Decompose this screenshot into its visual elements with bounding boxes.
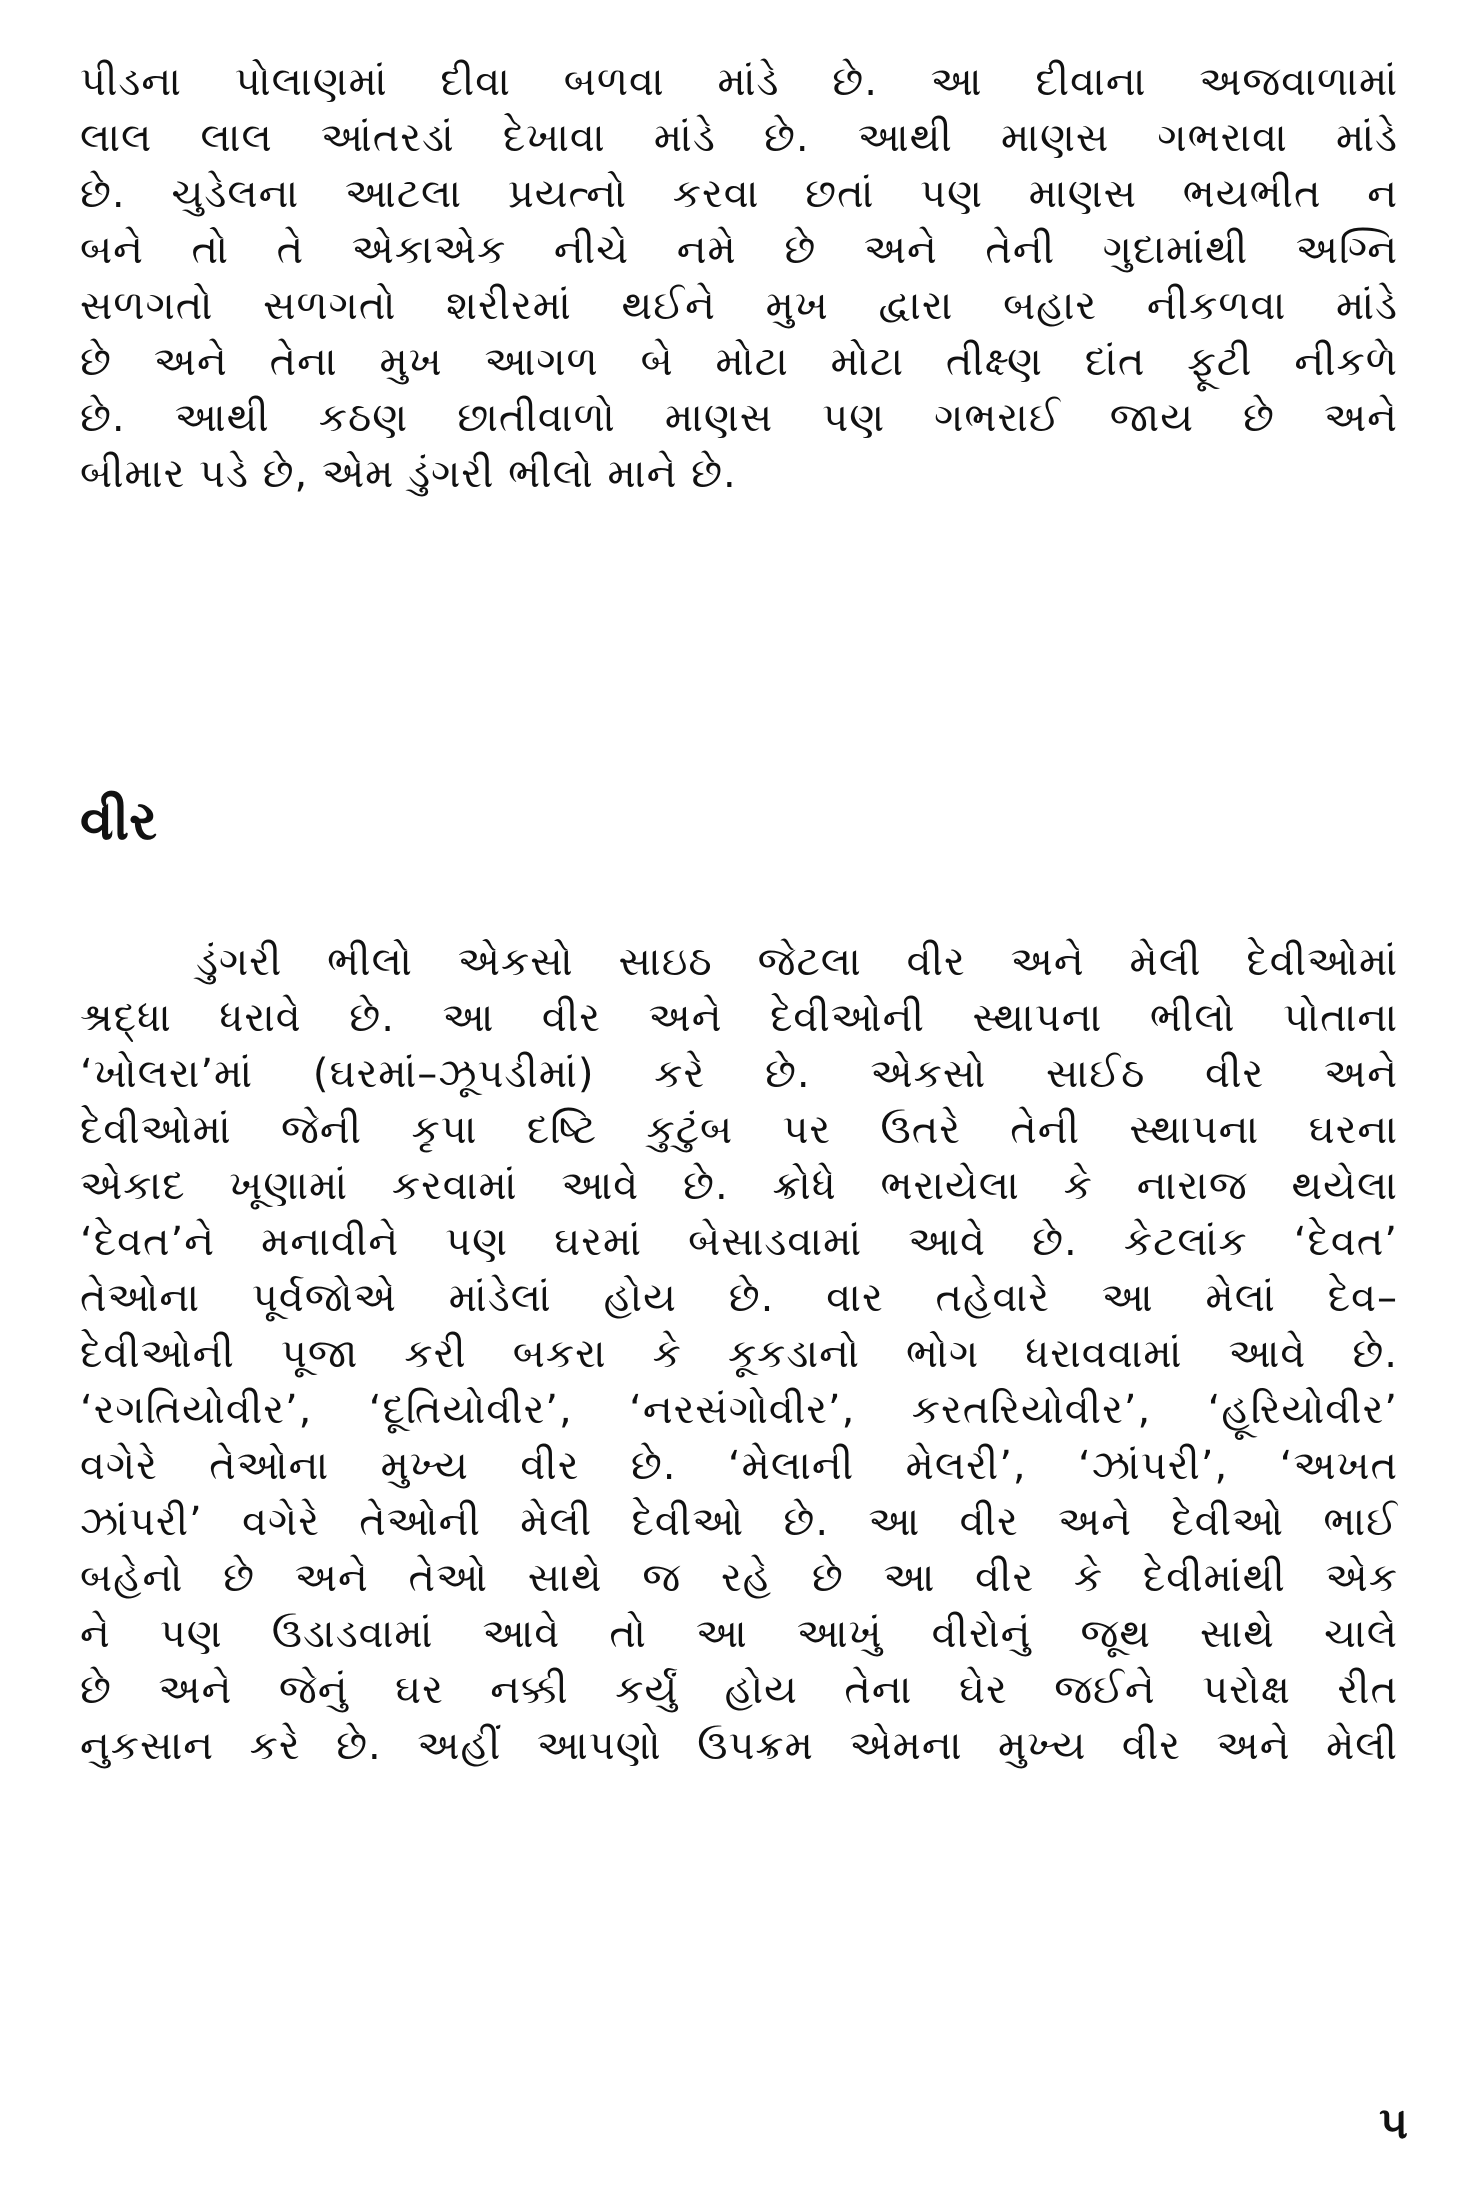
paragraph-2-line: વગેરે તેઓના મુખ્ય વીર છે. ‘મેલાની મેલરી’, ‘ઝાંપરી’, ‘અખત <box>80 1443 1398 1489</box>
paragraph-1-line: સળગતો સળગતો શરીરમાં થઈને મુખ દ્વારા બહાર નીકળવા માંડે <box>80 283 1398 329</box>
section-heading: વીર <box>80 789 158 852</box>
paragraph-2-line: ડુંગરી ભીલો એકસો સાઇઠ જેટલા વીર અને મેલી દેવીઓમાં <box>196 939 1398 985</box>
paragraph-2-line: એકાદ ખૂણામાં કરવામાં આવે છે. ક્રોધે ભરાયેલા કે નારાજ થયેલા <box>80 1163 1398 1209</box>
paragraph-2-line: ને પણ ઉડાડવામાં આવે તો આ આખું વીરોનું જૂથ સાથે ચાલે <box>80 1611 1398 1657</box>
paragraph-1-line: પીડના પોલાણમાં દીવા બળવા માંડે છે. આ દીવાના અજવાળામાં <box>80 59 1398 105</box>
paragraph-2-line: ‘ખોલરા’માં (ઘરમાં–ઝૂપડીમાં) કરે છે. એકસો સાઈઠ વીર અને <box>80 1051 1398 1097</box>
paragraph-2-line: દેવીઓની પૂજા કરી બકરા કે કૂકડાનો ભોગ ધરાવવામાં આવે છે. <box>80 1331 1398 1377</box>
paragraph-1-line: બને તો તે એકાએક નીચે નમે છે અને તેની ગુદામાંથી અગ્નિ <box>80 227 1398 273</box>
paragraph-2-line: ‘દેવત’ને મનાવીને પણ ઘરમાં બેસાડવામાં આવે છે. કેટલાંક ‘દેવત’ <box>80 1219 1398 1265</box>
paragraph-2-line: ‘રગતિયોવીર’, ‘દૂતિયોવીર’, ‘નરસંગોવીર’, કરતરિયોવીર’, ‘હૂરિયોવીર’ <box>80 1387 1398 1433</box>
paragraph-2-line: ઝાંપરી’ વગેરે તેઓની મેલી દેવીઓ છે. આ વીર અને દેવીઓ ભાઈ <box>80 1499 1398 1545</box>
paragraph-2-line: તેઓના પૂર્વજોએ માંડેલાં હોય છે. વાર તહેવારે આ મેલાં દેવ– <box>80 1275 1398 1321</box>
paragraph-2-line: બહેનો છે અને તેઓ સાથે જ રહે છે આ વીર કે દેવીમાંથી એક <box>80 1555 1398 1601</box>
paragraph-1-line: છે. આથી કઠણ છાતીવાળો માણસ પણ ગભરાઈ જાય છે અને <box>80 395 1398 441</box>
paragraph-1-line: બીમાર પડે છે, એમ ડુંગરી ભીલો માને છે. <box>80 451 737 497</box>
paragraph-2-line: દેવીઓમાં જેની કૃપા દષ્ટિ કુટુંબ પર ઉતરે તેની સ્થાપના ઘરના <box>80 1107 1398 1153</box>
page-number: ૫ <box>1379 2098 1408 2149</box>
paragraph-1-line: છે અને તેના મુખ આગળ બે મોટા મોટા તીક્ષ્ણ દાંત ફૂટી નીકળે <box>80 339 1398 385</box>
paragraph-2-line: છે અને જેનું ઘર નક્કી કર્યું હોય તેના ઘેર જઈને પરોક્ષ રીત <box>80 1667 1398 1713</box>
paragraph-1-line: લાલ લાલ આંતરડાં દેખાવા માંડે છે. આથી માણસ ગભરાવા માંડે <box>80 115 1398 161</box>
paragraph-2-line: નુકસાન કરે છે. અહીં આપણો ઉપક્રમ એમના મુખ્ય વીર અને મેલી <box>80 1723 1398 1769</box>
paragraph-2-line: શ્રદ્ધા ધરાવે છે. આ વીર અને દેવીઓની સ્થાપના ભીલો પોતાના <box>80 995 1398 1041</box>
paragraph-1-line: છે. ચુડેલના આટલા પ્રયત્નો કરવા છતાં પણ માણસ ભયભીત ન <box>80 171 1398 217</box>
